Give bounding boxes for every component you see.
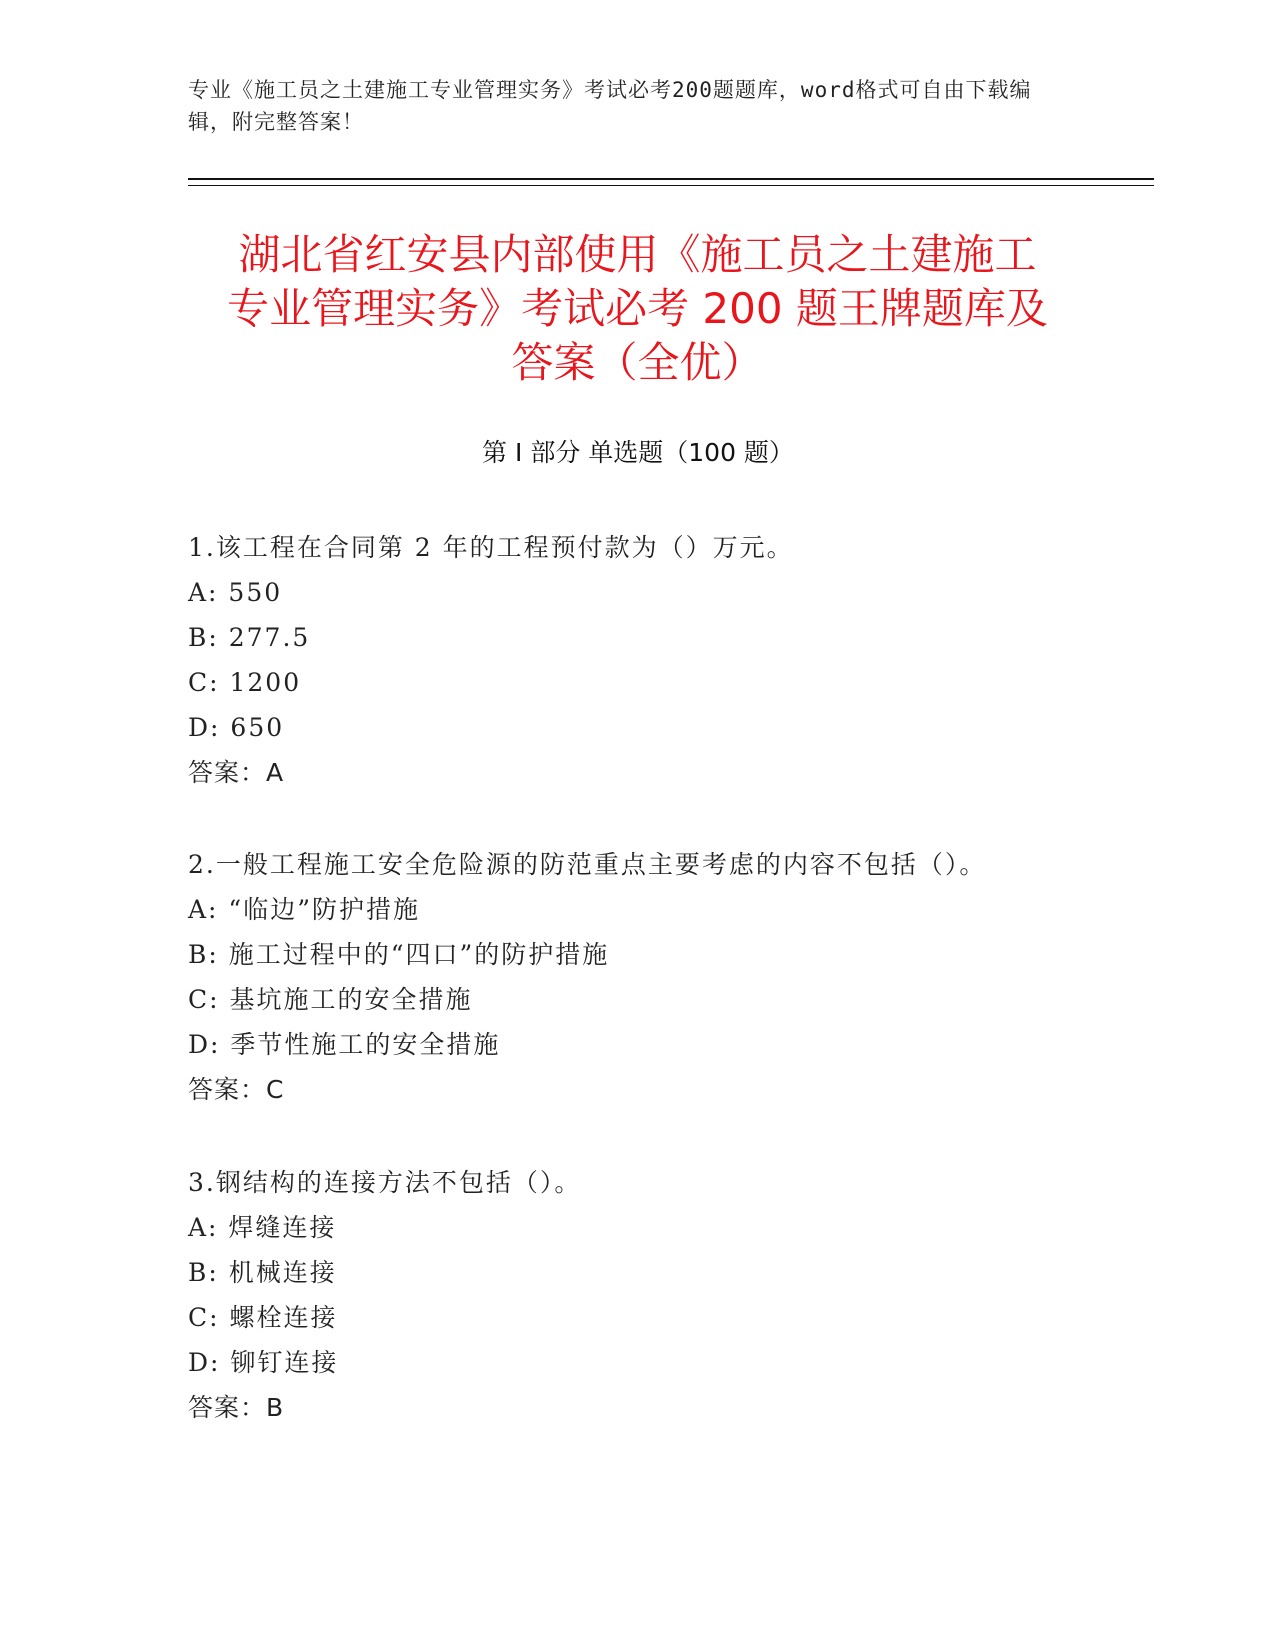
- answer: 答案：A: [188, 758, 285, 787]
- document-title-line-3: 答案（全优）: [511, 338, 764, 387]
- document-title-line-2: 专业管理实务》考试必考 200 题王牌题库及: [227, 284, 1048, 333]
- question-stem: 3.钢结构的连接方法不包括（）。: [188, 1168, 582, 1197]
- option-d: D: 650: [188, 713, 285, 742]
- option-a: A: 550: [188, 578, 283, 607]
- option-a: A: 焊缝连接: [188, 1213, 337, 1242]
- option-c: C: 螺栓连接: [188, 1303, 338, 1332]
- option-c: C: 基坑施工的安全措施: [188, 985, 473, 1014]
- header-divider-thin: [188, 185, 1154, 186]
- option-b: B: 机械连接: [188, 1258, 337, 1287]
- option-d: D: 季节性施工的安全措施: [188, 1030, 501, 1059]
- option-a: A: “临边”防护措施: [188, 895, 420, 924]
- answer: 答案：B: [188, 1393, 285, 1422]
- section-title: 第 I 部分 单选题（100 题）: [482, 438, 794, 467]
- question-block: [188, 525, 1088, 795]
- header-note: 专业《施工员之土建施工专业管理实务》考试必考200题题库，word格式可自由下载编辑，附完整答案！: [188, 78, 1032, 134]
- question-stem: 2.一般工程施工安全危险源的防范重点主要考虑的内容不包括（）。: [188, 850, 987, 879]
- option-d: D: 铆钉连接: [188, 1348, 339, 1377]
- document-title-line-1: 湖北省红安县内部使用《施工员之土建施工: [238, 230, 1037, 279]
- header-divider-thick: [188, 178, 1154, 180]
- question-stem: 1.该工程在合同第 2 年的工程预付款为（）万元。: [188, 533, 794, 562]
- document-title: [150, 228, 1125, 390]
- answer: 答案：C: [188, 1075, 285, 1104]
- option-b: B: 施工过程中的“四口”的防护措施: [188, 940, 610, 969]
- option-c: C: 1200: [188, 668, 302, 697]
- question-block: [188, 842, 1088, 1112]
- option-b: B: 277.5: [188, 623, 311, 652]
- question-block: [188, 1160, 1088, 1430]
